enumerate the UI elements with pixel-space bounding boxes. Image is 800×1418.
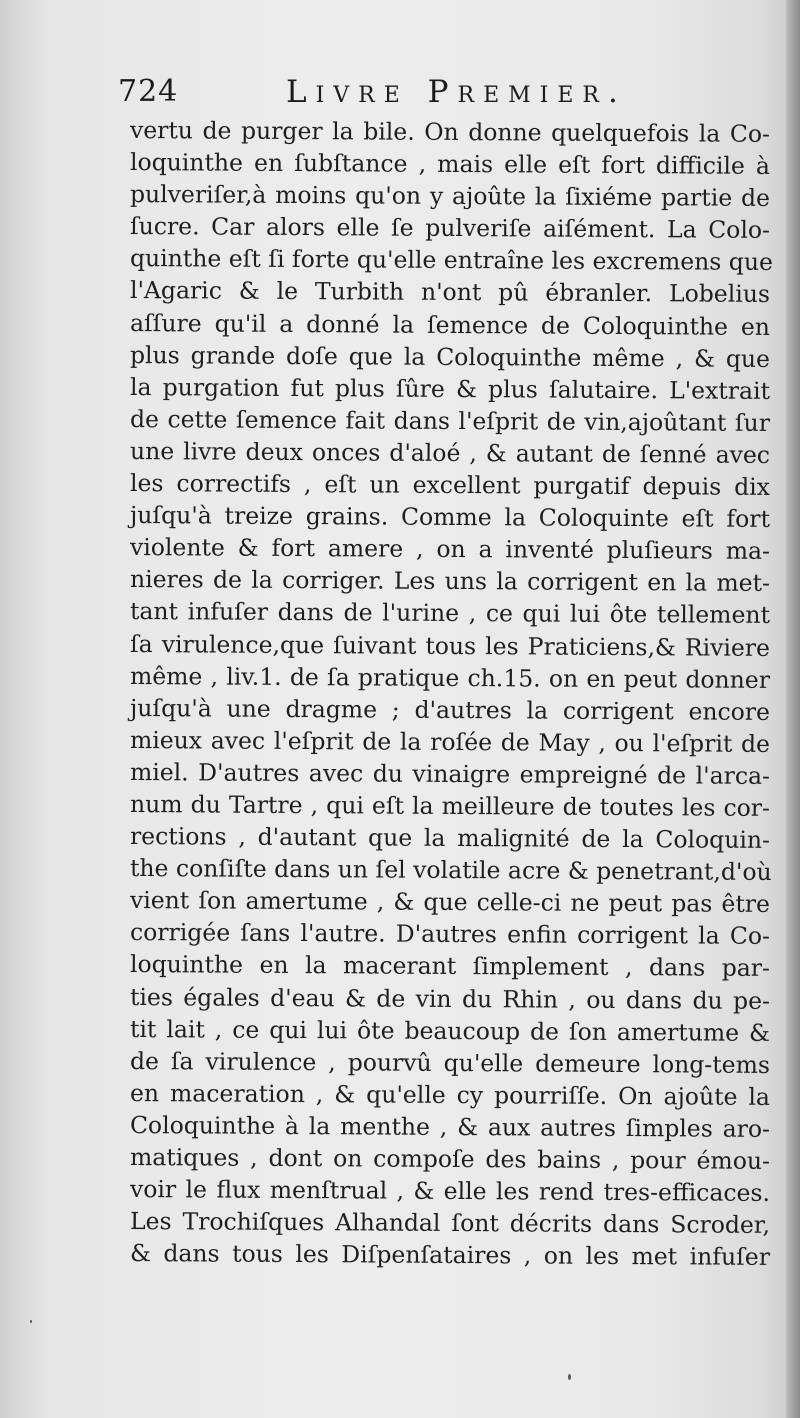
text-line: voir le flux menſtrual , & elle les rend tres-efficaces. xyxy=(129,1175,771,1208)
body-text xyxy=(129,114,774,1272)
text-line: vertu de purger la bile. On donne quelquefois la Co- xyxy=(129,116,771,148)
text-line: de cette ſemence fait dans l'eſprit de vin,ajoûtant ſur xyxy=(129,404,771,437)
text-line: quinthe eſt ſi forte qu'elle entraîne les excremens que xyxy=(129,244,774,277)
ink-speck xyxy=(568,1374,571,1380)
text-line: miel. D'autres avec du vinaigre empreigné de l'arca- xyxy=(129,757,771,790)
text-line: corrigée ſans l'autre. D'autres enfin corrigent la Co- xyxy=(129,918,771,951)
text-line: rections , d'autant que la malignité de la Coloquin- xyxy=(129,822,771,854)
page-number: 724 xyxy=(118,74,179,109)
text-line: loquinthe en ſubſtance , mais elle eſt fort difficile à xyxy=(129,148,771,181)
text-line: matiques , dont on compoſe des bains , pour émou- xyxy=(129,1143,771,1175)
text-line: la purgation fut plus ſûre & plus ſalutaire. L'extrait xyxy=(129,372,771,405)
text-line: en maceration , & qu'elle cy pourriſſe. On ajoûte la xyxy=(129,1078,771,1111)
text-line: même , liv.1. de ſa pratique ch.15. on en peut donner xyxy=(129,661,771,694)
text-line: & dans tous les Diſpenſataires , on les met infuſer xyxy=(129,1239,771,1272)
text-line: aſſure qu'il a donné la ſemence de Coloquinthe en xyxy=(129,308,771,341)
text-line: vient ſon amertume , & que celle-ci ne peut pas être xyxy=(129,886,771,919)
text-line: tant infuſer dans de l'urine , ce qui lui ôte tellement xyxy=(129,597,771,630)
text-line: Les Trochiſques Alhandal ſont décrits dans Scroder, xyxy=(129,1207,771,1240)
text-line: juſqu'à treize grains. Comme la Coloquinte eſt fort xyxy=(129,501,771,534)
text-line: num du Tartre , qui eſt la meilleure de toutes les cor- xyxy=(129,789,771,822)
text-line: plus grande doſe que la Coloquinthe même , & que xyxy=(129,340,771,373)
text-line: mieux avec l'eſprit de la roſée de May , ou l'eſprit de xyxy=(129,725,771,758)
text-line: de ſa virulence , pourvû qu'elle demeure long-tems xyxy=(129,1046,771,1079)
text-line: nieres de la corriger. Les uns la corrigent en la met- xyxy=(129,565,771,598)
text-line: une livre deux onces d'aloé , & autant de ſenné avec xyxy=(129,436,771,469)
text-line: ſa virulence,que ſuivant tous les Praticiens,& Riviere xyxy=(129,629,771,662)
text-line: ſucre. Car alors elle ſe pulveriſe aiſément. La Colo- xyxy=(129,212,771,245)
text-line: the conſiſte dans un ſel volatile acre & penetrant,d'où xyxy=(129,854,772,887)
text-line: violente & fort amere , on a inventé pluſieurs ma- xyxy=(129,533,771,566)
text-line: les correctifs , eſt un excellent purgatif depuis dix xyxy=(129,469,771,501)
text-line: tit lait , ce qui lui ôte beaucoup de ſon amertume & xyxy=(129,1014,771,1047)
running-head: Livre Premier. xyxy=(286,74,627,110)
text-line: juſqu'à une dragme ; d'autres la corrigent encore xyxy=(129,693,771,726)
text-line: l'Agaric & le Turbith n'ont pû ébranler. Lobelius xyxy=(129,276,771,309)
text-line: pulveriſer,à moins qu'on y ajoûte la ſixiéme partie de xyxy=(129,180,771,213)
page-edge-shadow xyxy=(786,0,800,1418)
ink-speck xyxy=(30,1320,32,1323)
page-header xyxy=(118,74,678,114)
text-line: ties égales d'eau & de vin du Rhin , ou dans du pe- xyxy=(129,982,771,1015)
text-line: Coloquinthe à la menthe , & aux autres ſimples aro- xyxy=(129,1110,771,1143)
text-line: loquinthe en la macerant ſimplement , dans par- xyxy=(129,950,771,983)
